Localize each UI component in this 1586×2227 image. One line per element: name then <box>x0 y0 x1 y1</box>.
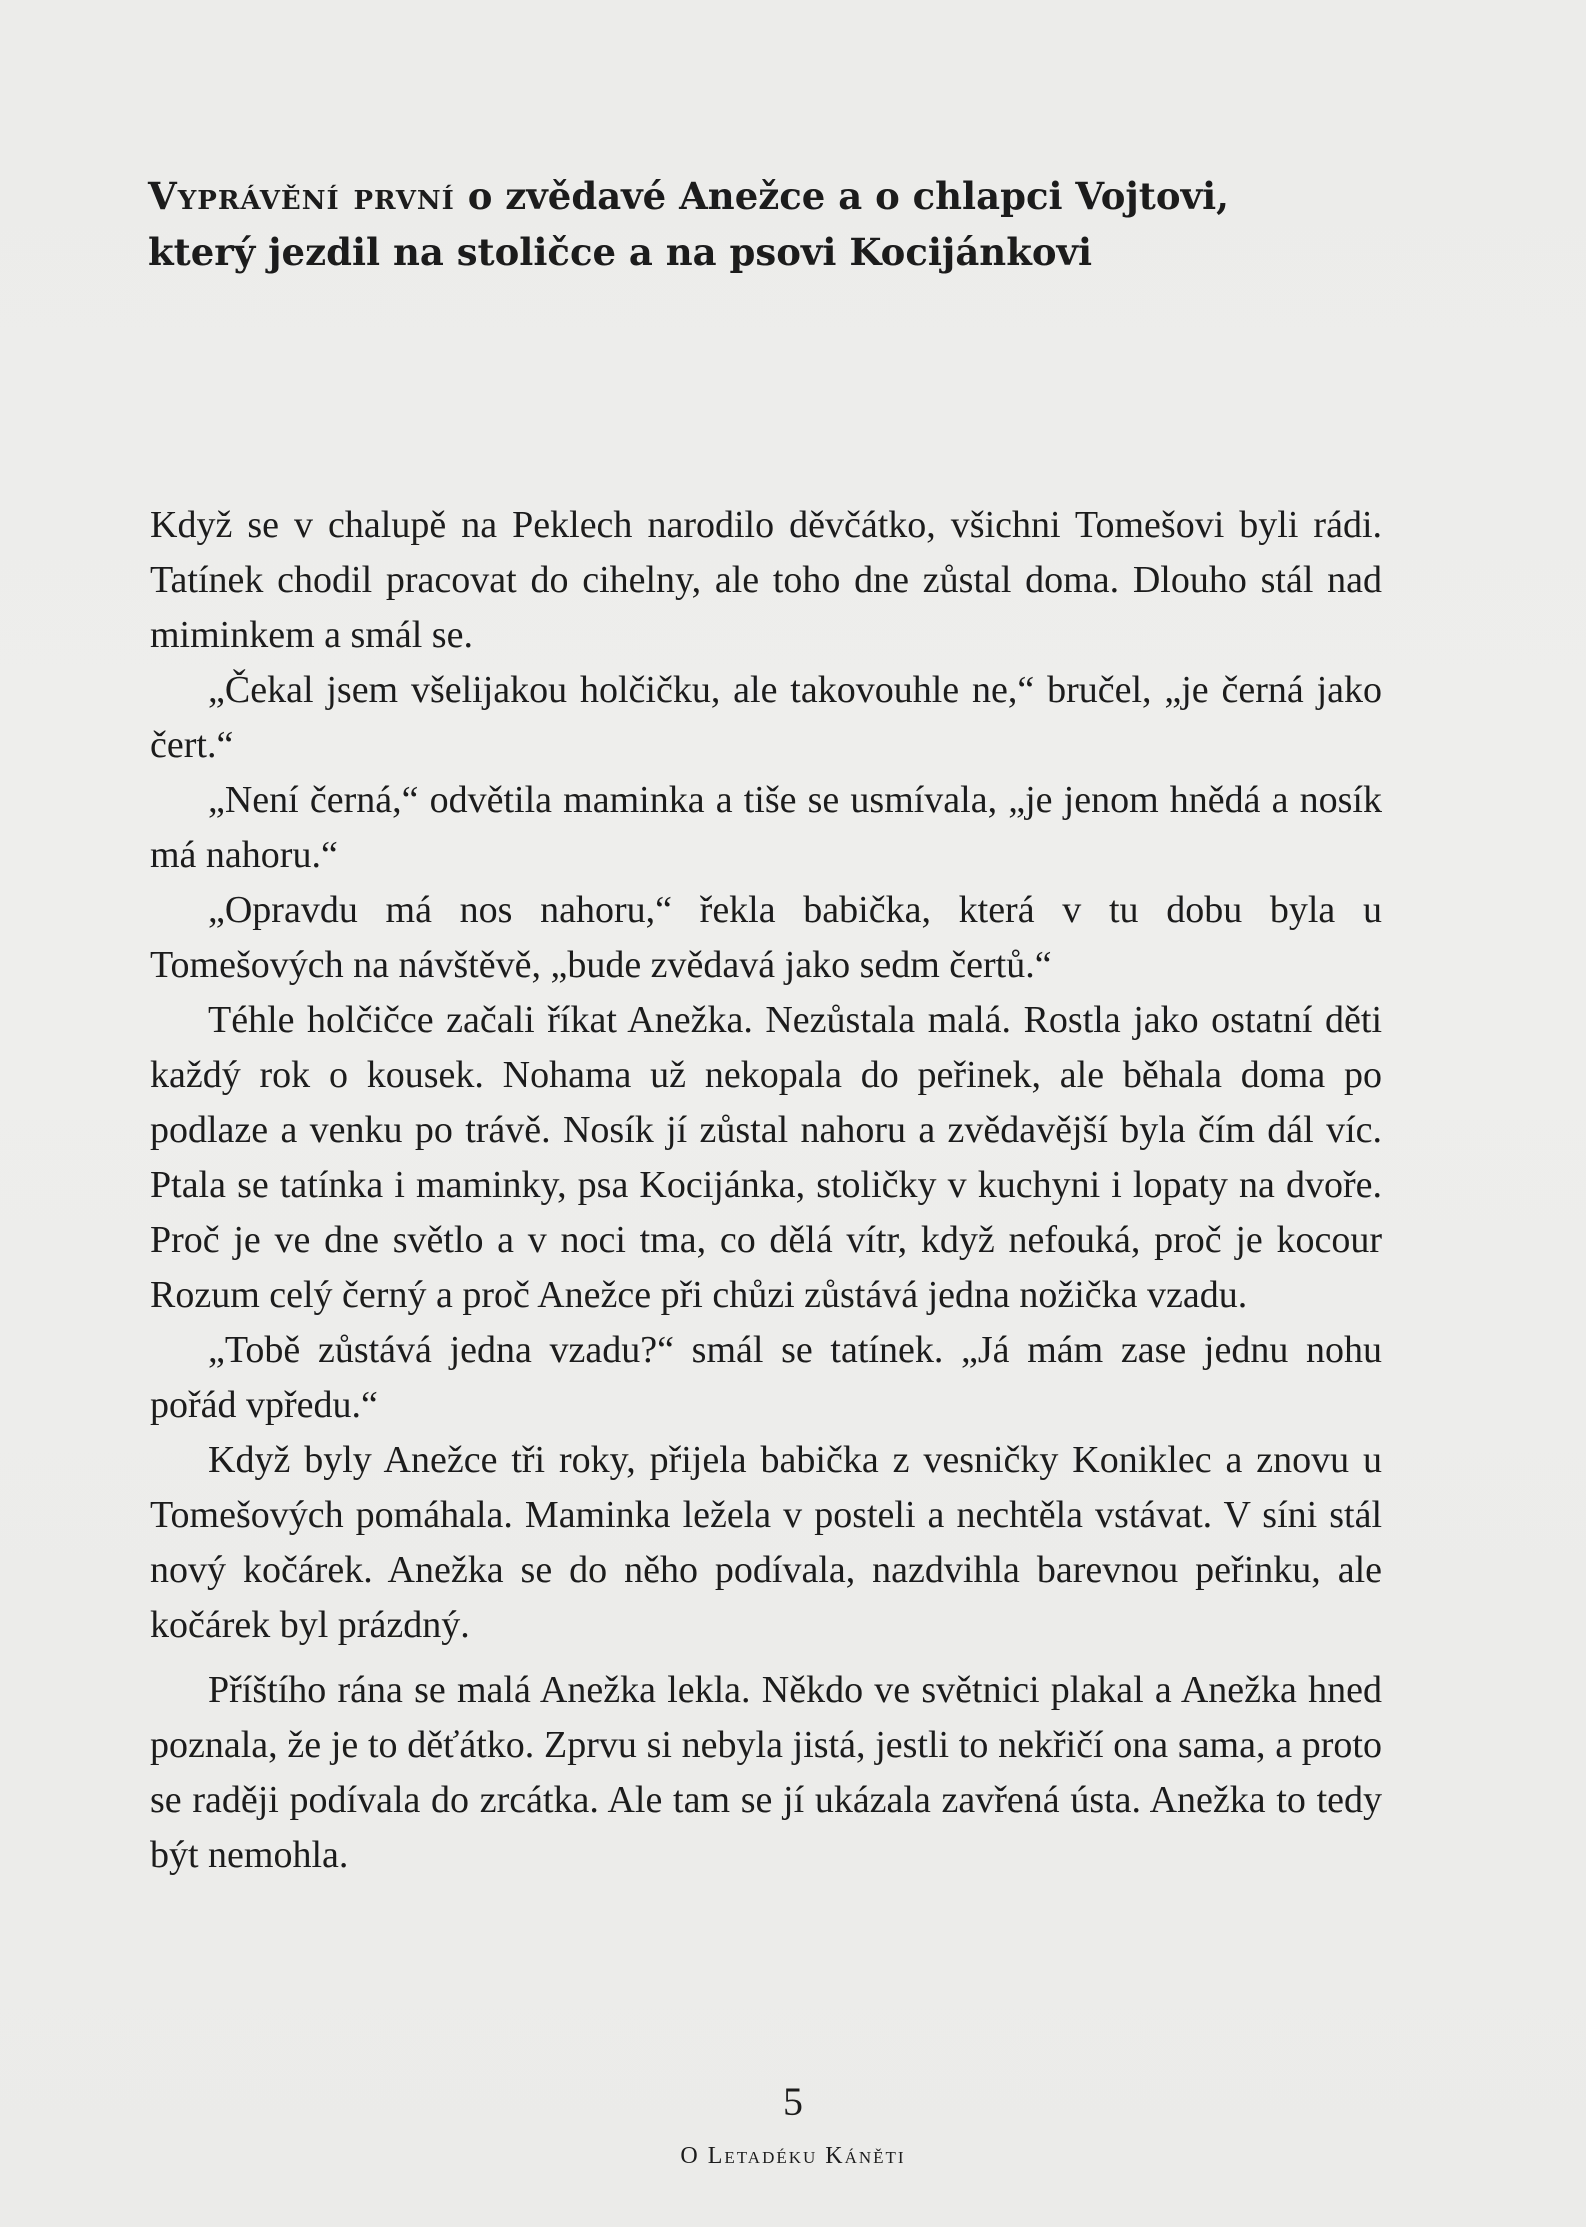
paragraph: „Opravdu má nos nahoru,“ řekla babička, která v tu dobu byla u Tomešových na návštěvě, „bude zvědavá jako sedm čertů.“ <box>150 889 1382 986</box>
body-text <box>150 498 1382 1883</box>
paragraph: „Není černá,“ odvětila maminka a tiše se usmívala, „je jenom hnědá a nosík má nahoru.“ <box>150 779 1382 876</box>
chapter-heading <box>148 168 1388 280</box>
paragraph: Téhle holčičce začali říkat Anežka. Nezůstala malá. Rostla jako ostatní děti každý rok o kousek. Nohama už nekopala do peřinek, ale běhala doma po podlaze a venku po trávě. Nosík jí zůstal nahoru a zvědavější byla čím dál víc. Ptala se tatínka i maminky, psa Kocijánka, stoličky v kuchyni i lopaty na dvoře. Proč je ve dne světlo a v noci tma, co dělá vítr, když nefouká, proč je kocour Rozum celý černý a proč Anežce při chůzi zůstává jedna nožička vzadu. <box>150 999 1382 1316</box>
paragraph: Příštího rána se malá Anežka lekla. Někdo ve světnici plakal a Anežka hned poznala, že je to děťátko. Zprvu si nebyla jistá, jestli to nekřičí ona sama, a proto se raději podívala do zrcátka. Ale tam se jí ukázala zavřená ústa. Anežka to tedy být nemohla. <box>150 1669 1382 1876</box>
paragraph: „Čekal jsem všelijakou holčičku, ale takovouhle ne,“ bručel, „je černá jako čert.“ <box>150 669 1382 766</box>
chapter-heading-smallcaps: Vyprávění první <box>148 174 455 218</box>
paragraph: „Tobě zůstává jedna vzadu?“ smál se tatínek. „Já mám zase jednu nohu pořád vpředu.“ <box>150 1329 1382 1426</box>
paragraph: Když byly Anežce tři roky, přijela babička z vesničky Koniklec a znovu u Tomešových pomáhala. Maminka ležela v posteli a nechtěla vstávat. V síni stál nový kočárek. Anežka se do něho podívala, nazdvihla barevnou peřinku, ale kočárek byl prázdný. <box>150 1439 1382 1646</box>
running-title: O Letadéku Káněti <box>680 2143 906 2169</box>
page-number: 5 <box>783 2079 803 2124</box>
paragraph: Když se v chalupě na Peklech narodilo děvčátko, všichni Tomešovi byli rádi. Tatínek chodil pracovat do cihelny, ale toho dne zůstal doma. Dlouho stál nad miminkem a smál se. <box>150 504 1382 656</box>
chapter-heading-line2: který jezdil na stoličce a na psovi Kocijánkovi <box>148 230 1093 274</box>
chapter-heading-line1: o zvědavé Anežce a o chlapci Vojtovi, <box>454 174 1230 218</box>
